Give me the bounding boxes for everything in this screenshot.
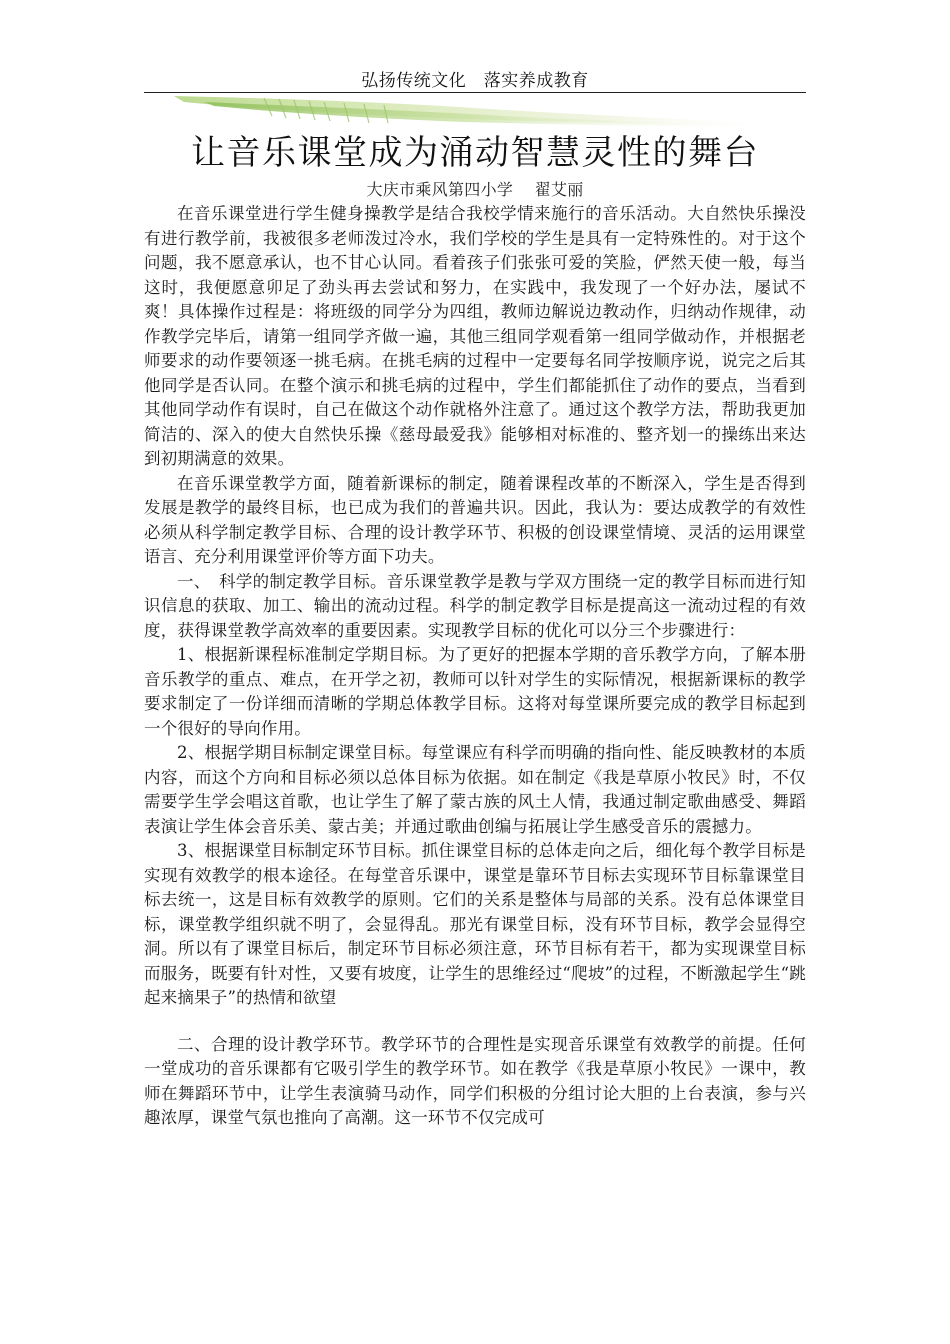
author-school: 大庆市乘风第四小学 (366, 180, 514, 199)
paragraph: 2、根据学期目标制定课堂目标。每堂课应有科学而明确的指向性、能反映教材的本质内容，而这个方向和目标必须以总体目标为依据。如在制定《我是草原小牧民》时，不仅需要学生学会唱这首歌，也让学生了解了蒙古族的风土人情，我通过制定歌曲感受、舞蹈表演让学生体会音乐美、蒙古美；并通过歌曲创编与拓展让学生感受音乐的震撼力。 (144, 743, 806, 836)
author-name: 翟艾丽 (534, 180, 584, 199)
paragraph: 在音乐课堂教学方面，随着新课标的制定，随着课程改革的不断深入，学生是否得到发展是教学的最终目标，也已成为我们的普遍共识。因此，我认为：要达成教学的有效性必须从科学制定教学目标、合理的设计教学环节、积极的创设课堂情境、灵活的运用课堂语言、充分利用课堂评价等方面下功夫。 (144, 473, 806, 566)
paragraph-gap (144, 1011, 806, 1033)
paragraph: 1、根据新课程标准制定学期目标。为了更好的把握本学期的音乐教学方向，了解本册音乐教学的重点、难点，在开学之初，教师可以针对学生的实际情况，根据新课标的教学要求制定了一份详细而清晰的学期总体教学目标。这将对每堂课所要完成的教学目标起到一个很好的导向作用。 (144, 645, 806, 738)
header-decoration-graphic (144, 94, 806, 128)
article-body (144, 202, 806, 1131)
paragraph: 二、合理的设计教学环节。教学环节的合理性是实现音乐课堂有效教学的前提。任何一堂成功的音乐课都有它吸引学生的教学环节。如在教学《我是草原小牧民》一课中，教师在舞蹈环节中，让学生表演骑马动作，同学们积极的分组讨论大胆的上台表演，参与兴趣浓厚，课堂气氛也推向了高潮。这一环节不仅完成可 (144, 1034, 806, 1127)
paragraph: 一、 科学的制定教学目标。音乐课堂教学是教与学双方围绕一定的教学目标而进行知识信息的获取、加工、输出的流动过程。科学的制定教学目标是提高这一流动过程的有效度，获得课堂教学高效率的重要因素。实现教学目标的优化可以分三个步骤进行： (144, 571, 806, 640)
paragraph: 在音乐课堂进行学生健身操教学是结合我校学情来施行的音乐活动。大自然快乐操没有进行教学前，我被很多老师泼过冷水，我们学校的学生是具有一定特殊性的。对于这个问题，我不愿意承认，也不甘心认同。看着孩子们张张可爱的笑脸，俨然天使一般，每当这时，我便愿意卯足了劲头再去尝试和努力，在实践中，我发现了一个好办法，屡试不爽！具体操作过程是：将班级的同学分为四组，教师边解说边教动作，归纳动作规律，动作教学完毕后，请第一组同学齐做一遍，其他三组同学观看第一组同学做动作，并根据老师要求的动作要领逐一挑毛病。在挑毛病的过程中一定要每名同学按顺序说，说完之后其他同学是否认同。在整个演示和挑毛病的过程中，学生们都能抓住了动作的要点，当看到其他同学动作有误时，自己在做这个动作就格外注意了。通过这个教学方法，帮助我更加简洁的、深入的使大自然快乐操《慈母最爱我》能够相对标准的、整齐划一的操练出来达到初期满意的效果。 (144, 204, 806, 468)
header-slogan: 弘扬传统文化 落实养成教育 (361, 71, 589, 91)
article-title: 让音乐课堂成为涌动智慧灵性的舞台 (191, 133, 759, 173)
header-divider (144, 92, 806, 93)
paragraph: 3、根据课堂目标制定环节目标。抓住课堂目标的总体走向之后，细化每个教学目标是实现有效教学的根本途径。在每堂音乐课中，课堂是靠环节目标去实现环节目标靠课堂目标去统一，这是目标有效教学的原则。它们的关系是整体与局部的关系。没有总体课堂目标，课堂教学组织就不明了，会显得乱。那光有课堂目标，没有环节目标，教学会显得空洞。所以有了课堂目标后，制定环节目标必须注意，环节目标有若干，都为实现课堂目标而服务，既要有针对性，又要有坡度，让学生的思维经过“爬坡”的过程，不断激起学生“跳起来摘果子”的热情和欲望 (144, 841, 806, 1007)
article-byline (0, 177, 950, 200)
